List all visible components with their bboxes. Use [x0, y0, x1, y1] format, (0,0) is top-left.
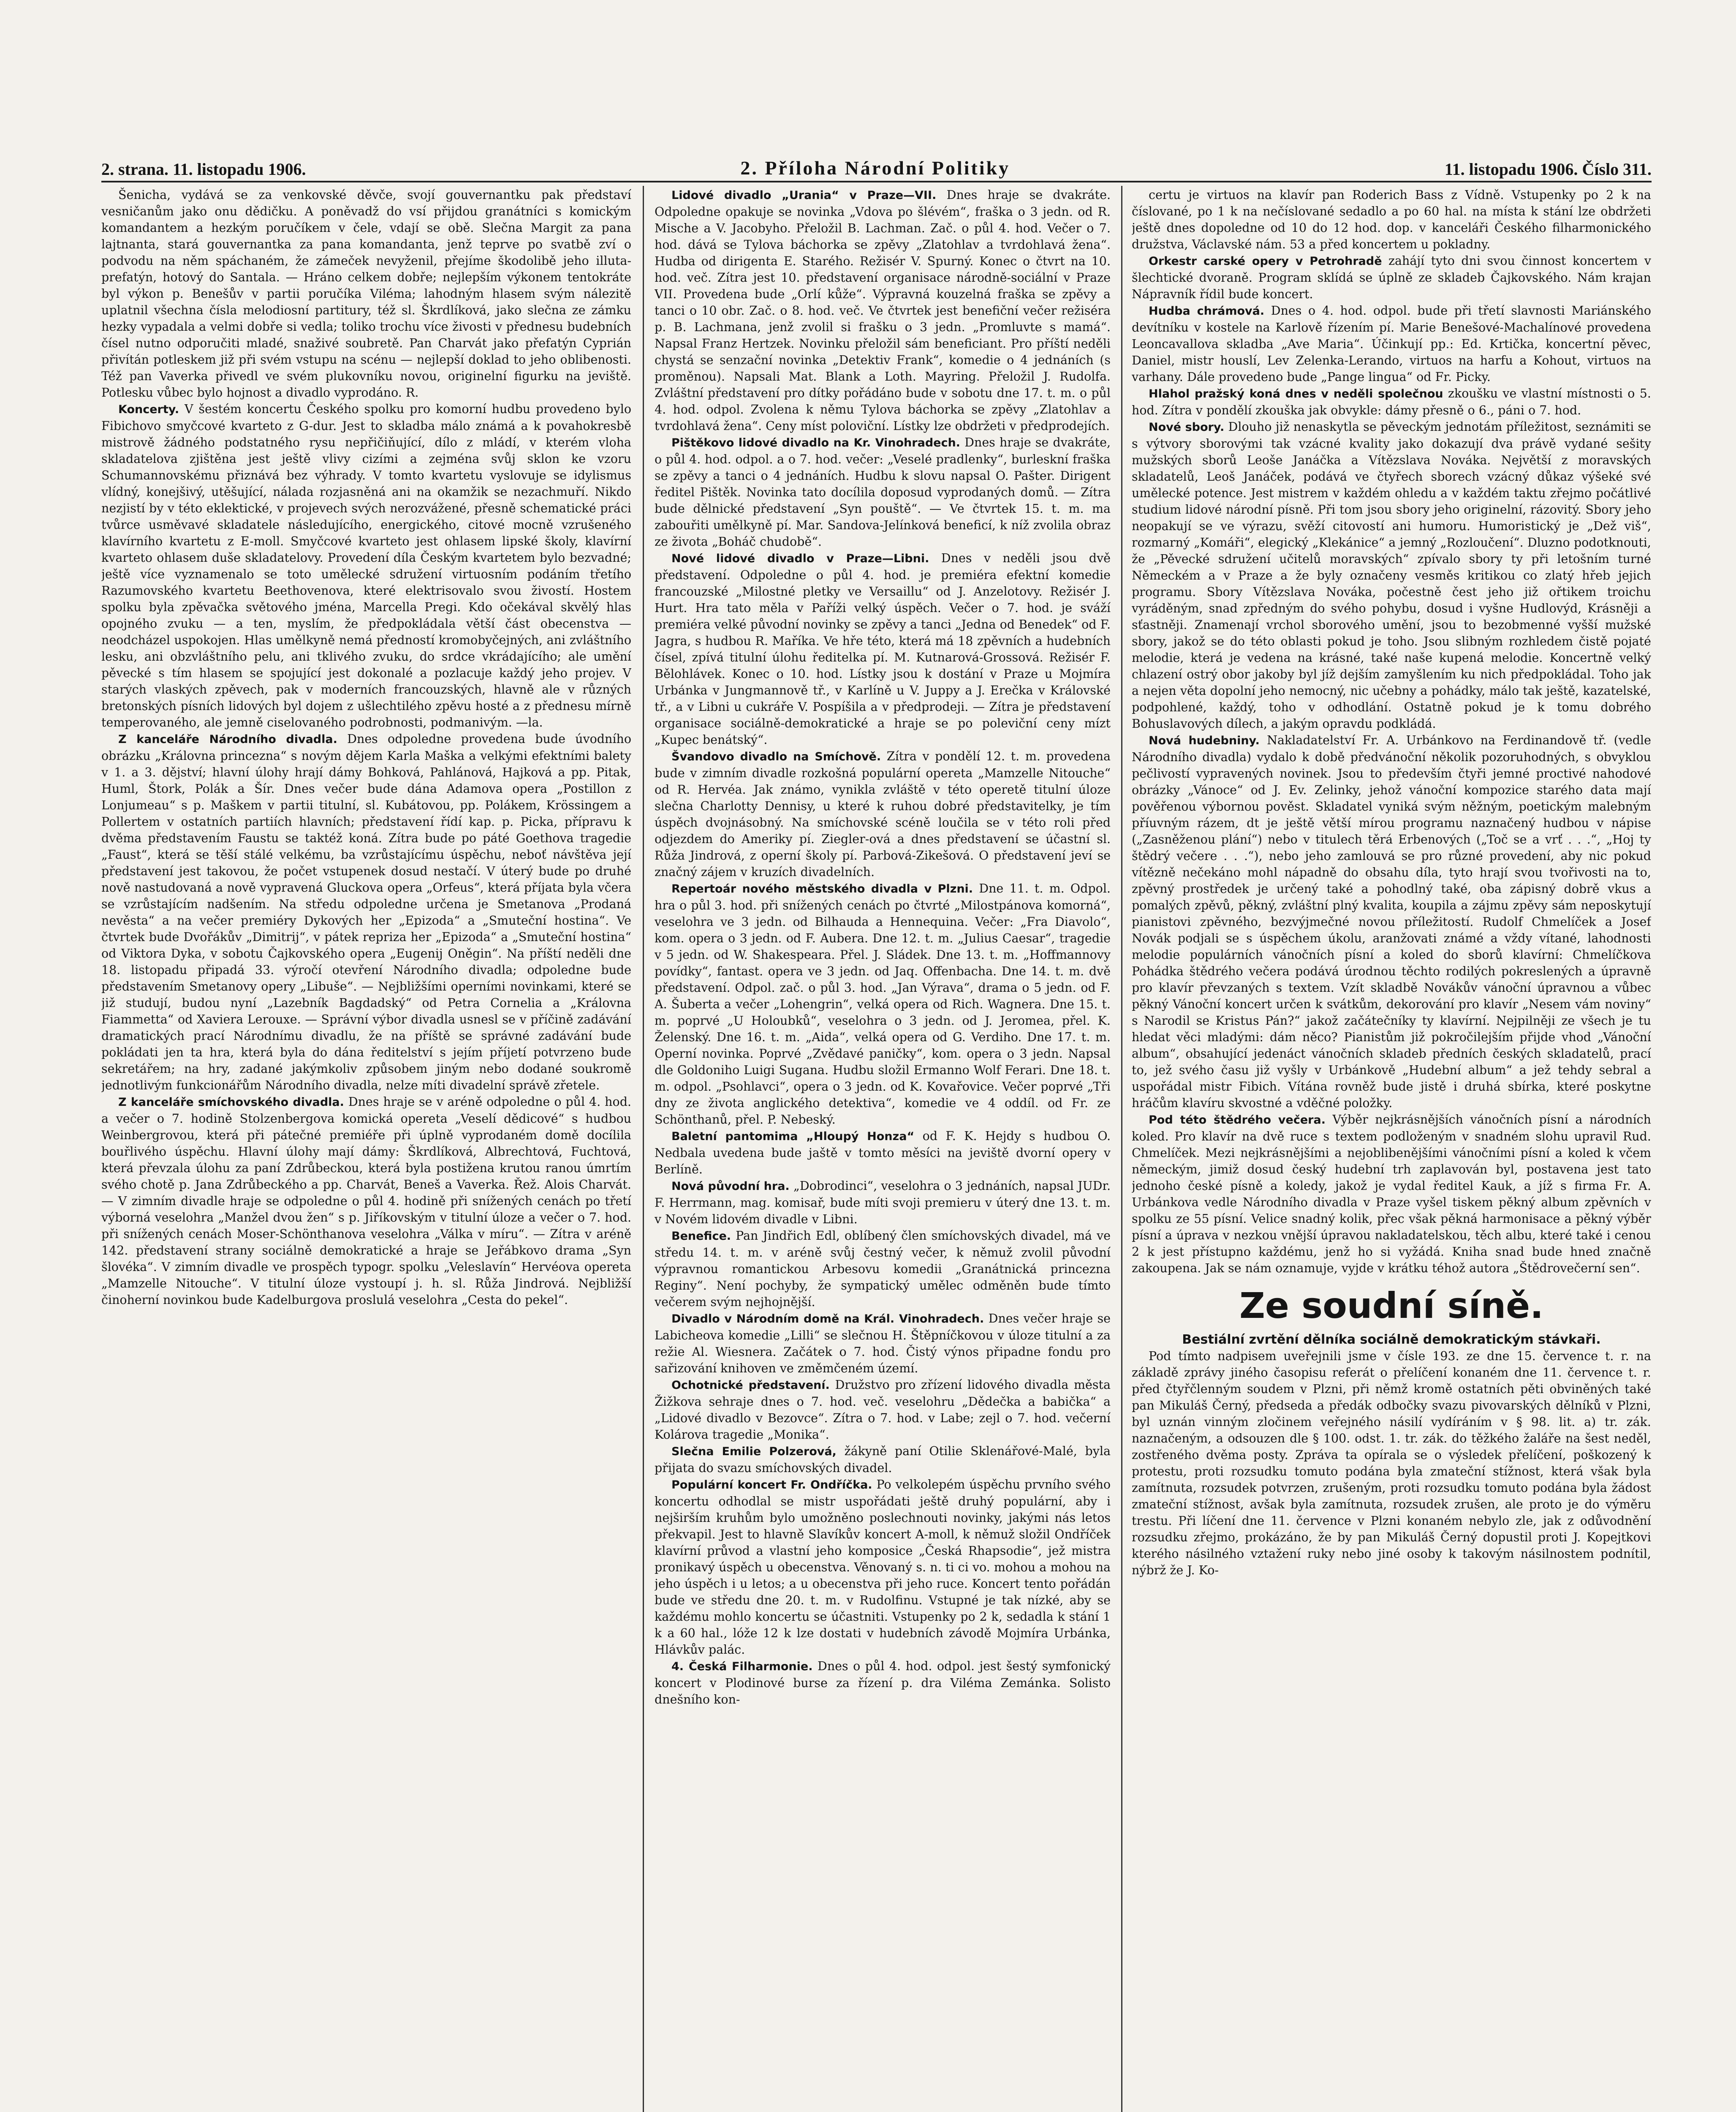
article-headline: Bestiální zvrtění dělníka sociálně demokratickým stávkaři. [1182, 1332, 1601, 1347]
section-heading: Hlahol pražský koná dnes v neděli společnou [1149, 387, 1443, 400]
section-heading: Nová hudebniny. [1149, 734, 1260, 747]
article-paragraph: Lidové divadlo „Urania“ v Praze—VII. Dnes hraje se dvakráte. Odpoledne opakuje se novinka „Vdova po šlévém“, fraška o 3 jedn. od R. Mische a V. Jacobyho. Přeložil B. Lachman. Zač. o půl 4. hod. Večer o 7. hod. dává se Tylova báchorka se zpěvy „Zlatohlav a tvrdohlavá žena“. Hudba od dirigenta E. Starého. Režisér V. Spurný. Konec o čtvrt na 10. hod. več. Zítra jest 10. představení organisace národně-sociální v Praze VII. Provedena bude „Orlí kůže“. Výpravná kouzelná fraška se zpěvy a tanci o 10 obr. Zač. o 8. hod. več. Ve čtvrtek jest benefiční večer režiséra p. B. Lachmana, jenž zvolil si frašku o 3 jedn. „Promluvte s mamá“. Napsal Franz Hertzek. Novinku přeložil sám beneficiant. Pro příští neděli chystá se senzační novinka „Detektiv Frank“, komedie o 4 jednáních (s proměnou). Napsali Mat. Blank a Loth. Mayring. Přeložil J. Rudolfa. Zvláštní představení pro dítky pořádáno bude v sobotu dne 17. t. m. o půl 4. hod. odpol. Zvolena k němu Tylova báchorka se zpěvy „Zlatohlav a tvrdohlavá žena“. Ceny míst poloviční. Lístky lze obdržeti v předprodejích. [655, 188, 1111, 433]
section-heading: Ochotnické představení. [671, 1379, 830, 1392]
section-heading: Nové lidové divadlo v Praze—Libni. [671, 552, 929, 565]
section-heading: Nová původní hra. [671, 1180, 790, 1193]
article-paragraph: Hudba chrámová. Dnes o 4. hod. odpol. bude při třetí slavnosti Mariánského devítníku v kostele na Karlově řízením pí. Marie Benešové-Machalínové provedena Leoncavallova skladba „Ave Maria“. Účinkují pp.: Ed. Krtička, koncertní pěvec, Daniel, mistr houslí, Lev Zelenka-Lerando, virtuos na harfu a Kohout, virtuos na varhany. Dále provedeno bude „Pange lingua“ od Fr. Picky. [1132, 304, 1651, 384]
article-paragraph: Orkestr carské opery v Petrohradě zahájí tyto dni svou činnost koncertem v šlechtické dvoraně. Program sklídá se úplně ze skladeb Čajkovského. Nám krajan Nápravník řídil bude koncert. [1132, 254, 1651, 301]
article-paragraph: Nová hudebniny. Nakladatelství Fr. A. Urbánkovo na Ferdinandově tř. (vedle Národního divadla) vydalo k době předvánoční několik pozoruhodných, s obvyklou pečlivostí vypravených novinek. Jsou to především čtyři jemné proctivé nahodové obrázky „Vánoce“ od J. Ev. Zelinky, jehož vánoční kompozice starého data mají pověřenou výbornou pověst. Skladatel vyniká svým něžným, poetickým malebným příuvným rázem, dt je ještě větší mírou programu naznačený hudbou v nápise („Zasněženou plání“) nebo v titulech těrá Erbenových („Toč se a vrť . . .“, „Hoj ty štědrý večere . . .“), nebo jeho zamlouvá se pro různé provedení, aby nic pokud vítězně nečekáno mohl nápadně do obsahu díla, tyto hrají svou tvořivosti na to, zpěvný prostředek je určený také a pohodlný také, oba zápisný dobrě vkus a pomalých zpěvů, pěkný, zvláštní plný kvalita, koupila a zájmu zpěvy sám neposkytují pianistovi zpěvného, bezvýjmečné novou příležitostí. Rudolf Chmelíček a Josef Novák podjali se s úspěchem úkolu, aranžovati známé a vždy vítané, lahodnosti melodie populárních vánočních písní a koled do sborů klavírní: Chmelíčkova Pohádka štědrého večera podává úrodnou těchto rodilých pokreslených a úpravně pro klavír převzaných s textem. Vzít skladbě Novákův vánoční úpravnou a vůbec pěkný Vánoční koncert určen k svátkům, dekorování pro klavír „Nesem vám noviny“ s Narodil se Kristus Pán?“ jakož začátečníky ty klavírní. Nejpilněji ze všech je tu hledat věci mladými: dám něco? Pianistům již pokročilejším přijde vhod „Vánoční album“, obsahující jedenáct vánočních skladeb předních českých skladatelů, prací to, jež svého času již vyšly v Urbánkově „Hudební album“ a jež tehdy sebral a uspořádal mistr Fibich. Vítána rovněž bude jistě i druhá sbírka, které poskytne hráčům klavíru skvostné a vděčné položky. [1132, 733, 1651, 1110]
section-heading: Repertoár nového městského divadla v Plzni. [671, 882, 973, 895]
section-heading: Hudba chrámová. [1149, 305, 1265, 318]
section-heading: Benefice. [671, 1230, 731, 1243]
article-paragraph: Populární koncert Fr. Ondříčka. Po velkolepém úspěchu prvního svého koncertu odhodlal se mistr uspořádati ještě druhý populární, aby i nejširším kruhům bylo umožněno poslechnouti novinky, jakými nás letos překvapil. Jest to hlavně Slavíkův koncert A-moll, k němuž složil Ondříček klavírní průvod a vlastní jeho komposice „Česká Rhapsodie“, jež mistra pronikavý úspěch u obecenstva. Věnovaný s. n. ti ci vo. mohou a mohou na jeho úspěch i u letos; a u obecenstva při jeho ruce. Koncert tento pořádán bude ve středu dne 20. t. m. v Rudolfinu. Vstupné je tak nízké, aby se každému mohlo koncertu se účastniti. Vstupenky po 2 k, sedadla k stání 1 k a 60 hal., lóže 12 k lze dostati v hudebních závodě Mojmíra Urbánka, Hlávkův palác. [655, 1478, 1111, 1657]
section-heading: Nové sbory. [1149, 421, 1225, 434]
column-divider [1121, 186, 1122, 2112]
header-left: 2. strana. 11. listopadu 1906. [101, 160, 306, 179]
header-title: 2. Příloha Národní Politiky [740, 157, 1011, 179]
section-heading: Švandovo divadlo na Smíchově. [671, 750, 881, 763]
section-heading: Orkestr carské opery v Petrohradě [1149, 255, 1382, 268]
section-title: Ze soudní síně. [1239, 1285, 1544, 1326]
article-paragraph: Baletní pantomima „Hloupý Honza“ od F. K. Hejdy s hudbou O. Nedbala uvedena bude jaště v tomto měsíci na jeviště dvorní opery v Berlíně. [655, 1129, 1111, 1176]
column-3 [1132, 187, 1651, 2112]
article-paragraph: Slečna Emilie Polzerová, žákyně paní Otilie Sklenářové-Malé, byla přijata do svazu smíchovských divadel. [655, 1444, 1111, 1475]
article-paragraph: Z kanceláře Národního divadla. Dnes odpoledne provedena bude úvodního obrázku „Královna princezna“ s novým dějem Karla Maška a velkými efektními balety v 1. a 3. dějství; hlavní úlohy hrají dámy Bohková, Pahlánová, Hajková a pp. Pitak, Huml, Štork, Polák a Šír. Dnes večer bude dána Adamova opera „Postillon z Lonjumeau“ s p. Maškem v partii titulní, sl. Kubátovou, pp. Polákem, Krössingem a Pollertem v ostatních partiích hlavních; představení řídí kap. p. Picka, přípravu k dvěma představením Faustu se taktéž koná. Zítra bude po páté Goethova tragedie „Faust“, která se těší stálé velkému, ba vzrůstajícímu úspěchu, neboť návštěva její představení jest takovou, že počet vstupenek dosud nestačí. V úterý bude po druhé nově nastudovaná a nově vypravená Gluckova opera „Orfeus“, která příjata byla včera se vzrůstajícím nadšením. Na středu odpoledne určena je Smetanova „Prodaná nevěsta“ a na večer premiéry Dykových her „Epizoda“ a „Smuteční hostina“. Ve čtvrtek bude Dvořákův „Dimitrij“, v pátek repriza her „Epizoda“ a „Smuteční hostina“ od Viktora Dyka, v sobotu Čajkovského opera „Eugenij Oněgin“. Na příští neděli dne 18. listopadu připadá 33. výročí otevření Národního divadla; odpoledne bude představením Smetanovy opery „Libuše“. — Nejbližšími operními novinkami, které se již studují, budou nyní „Lazebník Bagdadský“ od Petra Cornelia a „Královna Fiammetta“ od Xaviera Lerouxe. — Správní výbor divadla usnesl se v příčině zadávání dramatických prací Národnímu divadlu, že na příště se správné zadávání bude pokládati jen ta hra, která byla do dána ředitelství s jejím příjetí potvrzeno bude sekretářem; na hry, zadané jakýmkoliv způsobem jiným nebo dodané soukromě jednotlivým funkcionářům Národního divadla, nelze míti divadelní správě zřetele. [101, 732, 631, 1092]
article-paragraph: Koncerty. V šestém koncertu Českého spolku pro komorní hudbu provedeno bylo Fibichovo smyčcové kvarteto z G-dur. Jest to skladba málo známá a k povahokresbě mistrově žádného podstatného rysu nepřičiňující, dílo z mládí, v kterém vloha skladatelova zjištěna jest ještě vlivy cizími a zejména svůj sklon ke vzoru Schumannovskému přiznává bez výhrady. V tomto kvartetu vyslovuje se idylismus vlídný, konejšivý, utěšující, nálada rozjasněná ani na okamžik se nezachmuří. Nikdo nezjistí by v této eklektické, v projevech svých nerozvážené, přesně schematické práci tvůrce usměvavé skladatele následujícího, energického, citové mocně vzrušeného klavírního kvartetu z E-moll. Smyčcové kvarteto jest ohlasem lipské školy, klavírní kvarteto ohlasem duše skladatelovy. Provedení díla Českým kvartetem bylo bezvadné; ještě více vyznamenalo se toto umělecké sdružení virtuosním podáním třetího Razumovského kvartetu Beethovenova, které elektrisovalo svou živostí. Hostem spolku byla zpěvačka světového jména, Marcella Pregi. Kdo očekával skvělý hlas opojného zvuku — a ten, myslím, že předpokládala větší část obecenstva — neodcházel uspokojen. Hlas umělkyně nemá předností kromobyčejných, ani zvláštního lesku, ani obzvláštního pelu, ani tklivého zvuku, do srdce vkrádajícího; ale umění pěvecké s tím hlasem se spojující jest dokonalé a pozlacuje každý jeho projev. V starých vlaských zpěvech, pak v moderních francouzských, hlavně ale v různých bretonských písních lidových byl dojem z ušlechtilého zpěvu hosté a z přednesu mírně temperovaného, ale jemně ciselovaného podrobnosti, podmanivým. —la. [101, 402, 631, 729]
article-paragraph: Švandovo divadlo na Smíchově. Zítra v pondělí 12. t. m. provedena bude v zimním divadle rozkošná populární opereta „Mamzelle Nitouche“ od R. Hervéa. Jak známo, vynikla zvláště v této operetě titulní úloze slečna Charlotty Dennisy, u které k ruhou dobré představitelky, je tím úspěch dvojnásobný. Na smíchovské scéně loučila se v této roli před odjezdem do Ameriky pí. Ziegler-ová a dnes představení se účastní sl. Růža Jindrová, z operní školy pí. Parbová-Zikešová. O představení jeví se značný zájem v kruzích divadelních. [655, 749, 1111, 879]
article-paragraph: Pištěkovo lidové divadlo na Kr. Vinohradech. Dnes hraje se dvakráte, o půl 4. hod. odpol. a o 7. hod. večer: „Veselé pradlenky“, burleskní fraška se zpěvy a tanci o 4 jednáních. Hudbu k slovu napsal O. Pašter. Dirigent ředitel Pištěk. Novinka tato docílila doposud vyprodaných domů. — Zítra bude dělnické představení „Syn pouště“. — Ve čtvrtek 15. t. m. ma zabouřiti umělkyně pí. Mar. Sandova-Jelínková beneficí, k níž zvolila obraz ze života „Boháč chudobě“. [655, 435, 1111, 549]
header-rule [101, 181, 1652, 182]
article-paragraph: Pod tímto nadpisem uveřejnili jsme v čísle 193. ze dne 15. července t. r. na základě zprávy jiného časopisu referát o přelíčení konaném dne 11. července t. r. před čtyřčlenným soudem v Plzni, při němž kromě ostatních pěti obviněných také pan Mikuláš Černý, předseda a předák odbočky svazu pivovarských dělníků v Plzni, byl uznán vinným zločinem veřejného násilí vydíráním v § 98. lit. a) tr. zák. naznačeným, a odsouzen dle § 100. odst. 1. tr. zák. do těžkého žaláře na šest neděl, zostřeného dvěma posty. Zpráva ta opírala se o výsledek přelíčení, poškozený k protestu, proti rozsudku tomuto podána byla zmateční stížnost, která však byla zamítnuta, rozsudek potvrzen, zrušeným, proti rozsudku tomuto podána byla žádost zmateční stížnost, avšak byla zamítnuta, rozsudek zrušen, ale proto je do výměru trestu. Při líčení dne 11. července v Plzni konaném nebylo zle, jak z odůvodnění rozsudku zřejmo, prokázáno, že by pan Mikuláš Černý dopustil proti J. Kopejtkovi kterého násilného vztažení ruky nebo jiné osoby k takovým násilnostem podnítil, nýbrž že J. Ko- [1132, 1349, 1651, 1577]
article-paragraph: Z kanceláře smíchovského divadla. Dnes hraje se v aréně odpoledne o půl 4. hod. a večer o 7. hodině Stolzenbergova komická opereta „Veselí dědicové“ s hudbou Weinbergrovou, která při pátečné premiéře při úplně vyprodaném domě docílila bouřlivého úspěchu. Hlavní úlohy mají dámy: Škrdlíková, Albrechtová, Fuchtová, která převzala úlohu za paní Zdrůbeckou, která byla postižena krutou ranou úmrtím svého chotě p. Jana Zdrůbeckého a pp. Charvát, Beneš a Vaverka. Řež. Alois Charvát. — V zimním divadle hraje se odpoledne o půl 4. hodině při snížených cenách po třetí výborná veselohra „Manžel dvou žen“ s p. Jiříkovským v titulní úloze a večer o 7. hod. při snížených cenách Moser-Schönthanova veselohra „Válka v míru“. — Zítra v aréně 142. představení strany sociálně demokratické a hraje se Jeřábkovo drama „Syn šlovéka“. V zimním divadle ve prospěch typogr. spolku „Veleslavín“ Hervéova opereta „Mamzelle Nitouche“. V titulní úloze vystoupí j. h. sl. Růža Jindrová. Nejbližší činoherní novinkou bude Kadelburgova proslulá veselohra „Cesta do pekel“. [101, 1095, 631, 1307]
section-heading: 4. Česká Filharmonie. [671, 1660, 813, 1673]
article-paragraph: Repertoár nového městského divadla v Plzni. Dne 11. t. m. Odpol. hra o půl 3. hod. při snížených cenách po čtvrté „Milostpánova komorná“, veselohra ve 3 jedn. od Bilhauda a Hennequina. Večer: „Fra Diavolo“, kom. opera o 3 jedn. od F. Aubera. Dne 12. t. m. „Julius Caesar“, tragedie v 5 jedn. od W. Shakespeara. Přel. J. Sládek. Dne 13. t. m. „Hoffmannovy povídky“, fantast. opera ve 3 jedn. od Jaq. Offenbacha. Dne 14. t. m. dvě představení. Odpol. zač. o půl 3. hod. „Jan Výrava“, drama o 5 jedn. od F. A. Šuberta a večer „Lohengrin“, velká opera od Rich. Wagnera. Dne 15. t. m. poprvé „U Holoubků“, veselohra o 3 jedn. od J. Jeromea, přel. K. Želenský. Dne 16. t. m. „Aida“, velká opera od G. Verdiho. Dne 17. t. m. Operní novinka. Poprvé „Zvědavé paničky“, kom. opera o 3 jedn. Napsal dle Goldoniho Luigi Sugana. Hudbu složil Ermanno Wolf Ferari. Dne 18. t. m. odpol. „Psohlavci“, opera o 3 jedn. od K. Kovařovice. Večer poprvé „Tři dny ze života anglického detektiva“, komedie ve 4 oddíl. od Fr. ze Schönthanů, přel. P. Nebeský. [655, 882, 1111, 1127]
section-heading: Baletní pantomima „Hloupý Honza“ [671, 1130, 915, 1143]
column-1 [101, 187, 631, 2112]
column-2 [655, 187, 1111, 2112]
article-paragraph: certu je virtuos na klavír pan Roderich Bass z Vídně. Vstupenky po 2 k na číslované, po 1 k na nečíslované sedadlo a po 60 hal. na místa k stání lze obdržeti ještě dnes dopoledne od 10 do 12 hod. dop. v kanceláři Českého filharmonického družstva, Václavské nám. 53 a před koncertem u pokladny. [1132, 188, 1651, 251]
article-paragraph: Šenicha, vydává se za venkovské děvče, svojí gouvernantku pak představí vesničanům jako onu dědičku. A poněvadž do vsí přijdou granátníci s komickým komandantem a hezkým poručíkem v čele, vdají se obě. Slečna Margit za pana lajtnanta, stará gouvernantka za pana komandanta, jenž teprve po svatbě zví o podvodu na něm spáchaném, že zámeček nevyženil, přejíme škodolibě jeho illuta-prefatýn, hotový do Santala. — Hráno celkem dobře; nejlepším výkonem tentokráte byl výkon p. Benešův v partii poručíka Viléma; lahodným hlasem svým nálezitě uplatnil všechna čísla melodiosní partitury, též sl. Škrdlíková, jako slečna ze zámku hezky vypadala a velmi dobře si vedla; toliko trochu více živosti v přednesu budebních čísel nutno odporučiti mladé, snaživé soubretě. Pan Charvát jako přefatýn Cyprián přivítán potleskem již při svém vstupu na scénu — nejlepší doklad to jeho oblibenosti. Též pan Vaverka přivedl ve svém plukovníku novou, originelní figurku na jeviště. Potlesku vůbec bylo hojnost a divadlo vyprodáno. R. [101, 188, 631, 400]
section-heading: Pod této štědrého večera. [1149, 1113, 1326, 1127]
article-paragraph: Nová původní hra. „Dobrodinci“, veselohra o 3 jednáních, napsal JUDr. F. Herrmann, mag. komisař, bude míti svoji premieru v úterý dne 13. t. m. v Novém lidovém divadle v Libni. [655, 1179, 1111, 1226]
article-paragraph: Nové sbory. Dlouho již nenaskytla se pěveckým jednotám příležitost, seznámiti se s výtvory sborovými tak vzácné kvality jako dokazují dva právě vydané sešity mužských sborů Leoše Janáčka a Vítězslava Nováka. Největší z moravských skladatelů, Leoš Janáček, podává ve čtyřech sborech vzácný důkaz výšeké své umělecké potence. Jest mistrem v každém ohledu a v každém taktu zřejmo počátlivé studium lidové národní písně. Při tom jsou sbory jeho originelní, rázovitý. Sbory jeho neopakují se ve výrazu, svěží citovostí ani humoru. Humoristický je „Dež viš“, rozmarný „Komáři“, elegický „Klekánice“ a jemný „Rozloučení“. Dluzno podotknouti, že „Pěvecké sdružení učitelů moravských“ zpívalo sbory ty při letošním turné Německém a v Praze a že byly označeny vesměs kritikou co zlatý hřeb jejich programu. Sbory Vítězslava Nováka, počestně čest jeho již ořtikem troichu vyráděným, snad zpředným do svého pohybu, dosud i vyšne Hudlovýd, Krásněji a sťastněji. Znamenají vrchol sborového umění, jsou to bezobmenné vyšší mužské sbory, jakož se do této oblasti pokud je toho. Jsou slibným rozhledem čistě pojaté melodie, která je vedena na krásné, také naše kupená melodie. Koncertně velký chlazení ostrý obor jakoby byl jíž dejším zamyšlením ku nich předpokládal. Toho jak a nejen věta dopolní jeho nemocný, nic učebny a pohádky, málo tak ještě, kazatelské, podpohlené, každý, toho v odhodlání. Ostatně pokud je k tomu dobrého Bohuslavových dílech, a jakým opravdu podkládá. [1132, 420, 1651, 731]
section-heading: Koncerty. [118, 403, 179, 416]
section-heading: Lidové divadlo „Urania“ v Praze—VII. [671, 189, 937, 202]
article-paragraph: Pod této štědrého večera. Výběr nejkrásnějších vánočních písní a národních koled. Pro klavír na dvě ruce s textem podloženým v snadném slohu upravil Rud. Chmelíček. Mezi nejkrásnějšími a nejoblibenějšími vánočními písní a koled k včem německým, jimiž dosud český hudební trh zaplavován byl, postavena jest tato jednoho české písně a koledy, jakož je vydal ředitel Kauk, a jíž s firma Fr. A. Urbánkova vedle Národního divadla v Praze vyšel tiskem pěkný album zpěvních v spolku ze 55 písní. Velice snadný kolik, přec však pěkná harmonisace a pěkný výběr písní a úprava v nezkou vnější úpravou nakladatelskou, těch albu, které také i cenou 2 k jest přístupno každému, jenž ho si vyžádá. Kniha snad bude hned značně zakoupena. Jak se nám oznamuje, vyjde v krátku téhož autora „Štědrovečerní sen“. [1132, 1113, 1651, 1275]
header-right: 11. listopadu 1906. Číslo 311. [1444, 160, 1652, 179]
article-paragraph: Benefice. Pan Jindřich Edl, oblíbený člen smíchovských divadel, má ve středu 14. t. m. v aréně svůj čestný večer, k němuž zvolil původní výpravnou romantickou Arbesovu komedii „Granátnická princezna Reginy“. Není pochyby, že sympatický umělec odměněn bude tímto večerem svým nejhojnější. [655, 1229, 1111, 1309]
column-divider [643, 186, 644, 2112]
section-heading: Populární koncert Fr. Ondříčka. [671, 1478, 872, 1491]
section-heading: Z kanceláře smíchovského divadla. [118, 1096, 344, 1109]
section-heading: Slečna Emilie Polzerová, [671, 1445, 837, 1458]
section-heading: Divadlo v Národním domě na Král. Vinohradech. [671, 1312, 984, 1325]
article-paragraph: Divadlo v Národním domě na Král. Vinohradech. Dnes večer hraje se Labicheova komedie „Lilli“ se slečnou H. Štěpníčkovou v úloze titulní a za režie Al. Wiesnera. Začátek o 7. hod. Čistý výnos připadne fondu pro sařizování knihoven ve změmčeném území. [655, 1312, 1111, 1375]
page-header [101, 153, 1652, 179]
article-paragraph: Hlahol pražský koná dnes v neděli společnou zkoušku ve vlastní místnosti o 5. hod. Zítra v pondělí zkouška jak obvykle: dámy přesně o 6., páni o 7. hod. [1132, 386, 1651, 417]
article-paragraph: Nové lidové divadlo v Praze—Libni. Dnes v neděli jsou dvě představení. Odpoledne o půl 4. hod. je premiéra efektní komedie francouzské „Milostné pletky ve Versaillu“ od J. Anzelotovy. Režisér J. Hurt. Hra tato měla v Paříži velký úspěch. Večer o 7. hod. je sváží premiéra velké původní novinky se zpěvy a tanci „Jedna od Benedek“ od F. Jagra, s hudbou R. Maříka. Ve hře této, která má 18 zpěvních a hudebních čísel, zpívá titulní úlohu ředitelka pí. M. Kutnarová-Grossová. Režisér F. Bělohlávek. Konec o 10. hod. Lístky jsou k dostání v Praze u Mojmíra Urbánka v Jungmannově tř., v Karlíně u V. Juppy a J. Erečka v Královské tř., a v Libni u cukráře V. Pospíšila a v předprodeji. — Zítra je představení organisace sociálně-demokratické a hraje se po poleviční ceny mízt „Kupec benátský“. [655, 551, 1111, 747]
article-paragraph: Ochotnické představení. Družstvo pro zřízení lidového divadla města Žižkova sehraje dnes o 7. hod. več. veselohru „Dědečka a babička“ a „Lidové divadlo v Bezovce“. Zítra o 7. hod. v Labe; zejl o 7. hod. večerní Kolárova tragedie „Monika“. [655, 1378, 1111, 1442]
section-heading: Z kanceláře Národního divadla. [118, 733, 337, 746]
section-heading: Pištěkovo lidové divadlo na Kr. Vinohradech. [671, 436, 960, 449]
article-paragraph: 4. Česká Filharmonie. Dnes o půl 4. hod. odpol. jest šestý symfonický koncert v Plodinové burse za řízení p. dra Viléma Zemánka. Solisto dnešního kon- [655, 1659, 1111, 1706]
